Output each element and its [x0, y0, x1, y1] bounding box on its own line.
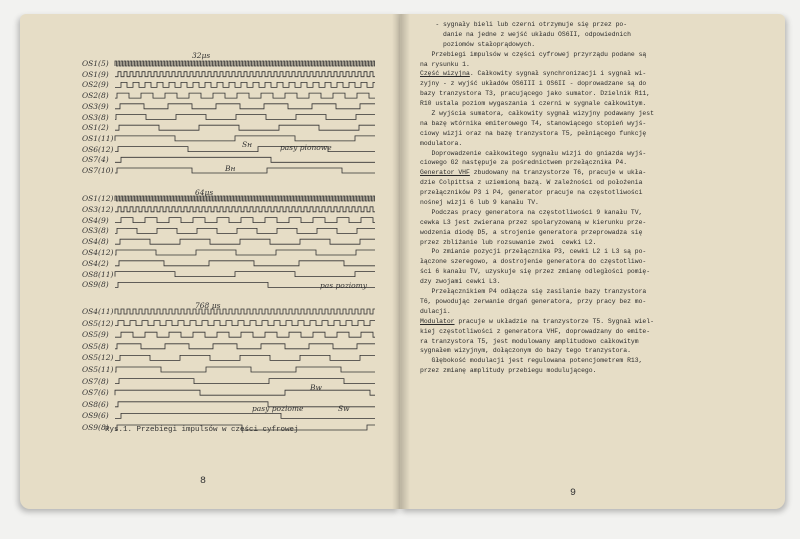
diagram-annotation: 768 μs — [195, 301, 221, 310]
group3-label: OS8(6) — [82, 399, 109, 409]
text-line: Część wizyjna. Całkowity sygnał synchronizacji i sygnał wi- — [420, 70, 647, 78]
text-line: Doprowadzenie całkowitego sygnału wizji do gniazda wyjś- — [420, 149, 647, 157]
waveform — [115, 390, 375, 395]
waveform — [115, 379, 375, 384]
text-line: kiej częstotliwości z generatora VHF, doprowadzany do emite- — [420, 327, 651, 335]
group3-label: OS5(12) — [82, 353, 114, 363]
group2-label: OS4(8) — [82, 237, 109, 247]
group3-label: OS7(6) — [82, 388, 109, 398]
group2-label: OS9(8) — [82, 280, 109, 290]
group1-label: OS1(5) — [82, 59, 109, 68]
text-line: zyjny - z wyjść układów OS6III i OS6II - doprowadzane są do — [420, 80, 647, 88]
text-line: cewka L3 jest zwierana przez spolaryzowaną w kierunku prze- — [420, 218, 647, 226]
diagram-annotation: Bн — [225, 164, 236, 173]
text-line: Podczas pracy generatora na częstotliwości 9 kanału TV, — [420, 208, 643, 216]
group2-label: OS4(12) — [82, 248, 114, 257]
text-line: ciowy wizji oraz na bazę tranzystora T5, pełniącego funkcję — [420, 129, 647, 137]
booklet — [20, 14, 785, 509]
text-line: Po zmianie pozycji przełącznika P3, cewki L2 i L3 są po- — [420, 248, 647, 256]
group3-label: OS9(6) — [82, 411, 109, 421]
group3-label: OS9(8) — [82, 423, 109, 432]
group3-label: OS5(8) — [82, 341, 109, 351]
text-line: ciowego G2 następuje za pośrednictwem przełącznika P4. — [420, 159, 628, 167]
page-number-left: 8 — [200, 476, 207, 487]
waveform — [115, 355, 375, 360]
waveform — [115, 332, 375, 337]
figure-caption: Rys.1. Przebiegi impulsów w części cyfrowej — [105, 426, 299, 434]
timing-diagram — [20, 14, 400, 509]
text-line: dulacji. — [420, 307, 451, 315]
group1-label: OS1(11) — [82, 133, 114, 143]
group3-label: OS5(11) — [82, 365, 114, 374]
waveform — [115, 196, 375, 201]
text-line: wodzenia diodę D5, a strojenie generatora przeprowadza się — [420, 228, 643, 236]
text-line: dzy zwojami cewki L3. — [420, 278, 501, 286]
page-number-right: 9 — [570, 488, 577, 499]
group1-label: OS6(12) — [82, 144, 114, 154]
waveform — [115, 250, 375, 255]
text-line: ra tranzystora T5, jest modulowany amplitudowo całkowitym — [420, 337, 639, 345]
text-line: Modulator pracuje w układzie na tranzystorze T5. Sygnał wiel- — [420, 317, 654, 325]
group3-label: OS4(11) — [82, 307, 114, 316]
diagram-annotation: pasy poziome — [252, 404, 304, 413]
text-line: przez zmianę amplitudy przebiegu modulującego. — [420, 367, 597, 375]
group1-label: OS7(4) — [82, 155, 109, 165]
group2-label: OS8(11) — [82, 269, 114, 279]
group1-label: OS1(9) — [82, 69, 109, 79]
text-line: poziomów stałoprądowych. — [420, 40, 536, 48]
group1-label: OS3(9) — [82, 101, 109, 111]
waveform — [115, 321, 375, 326]
group3-label: OS5(12) — [82, 318, 114, 328]
waveform — [115, 272, 375, 277]
group3-label: OS7(8) — [82, 376, 109, 386]
text-line: na rysunku 1. — [420, 60, 470, 68]
diagram-annotation: pas poziomy — [320, 281, 368, 290]
text-line: dzie Colpittsa z uziemioną bazą. W zależności od położenia — [420, 179, 643, 187]
diagram-annotation: Sw — [338, 404, 350, 413]
diagram-annotation: Sн — [242, 140, 253, 149]
waveform — [115, 93, 375, 98]
diagram-annotation: 32μs — [192, 51, 211, 60]
text-line: nośnej wizji 6 lub 9 kanału TV. — [420, 199, 539, 207]
waveform — [115, 115, 375, 120]
diagram-annotation: pasy pionowe — [280, 143, 332, 152]
waveform — [115, 125, 375, 130]
group2-label: OS3(8) — [82, 226, 109, 236]
text-line: danie na jedne z wejść układu OS6II, odpowiednich — [420, 30, 631, 38]
text-line: bazy tranzystora T3, pracującego jako sumator. Dzielnik R11, — [420, 90, 651, 98]
diagram-annotation: 64μs — [195, 188, 214, 197]
text-line: Głębokość modulacji jest regulowana potencjometrem R13, — [420, 357, 643, 365]
text-line: Z wyjścia sumatora, całkowity sygnał wizyjny podawany jest — [420, 110, 654, 118]
left-page — [20, 14, 400, 509]
waveform — [115, 104, 375, 109]
group1-label: OS2(9) — [82, 80, 109, 90]
waveform — [115, 239, 375, 244]
group1-label: OS3(8) — [82, 112, 109, 122]
text-line: przełączników P3 i P4, generator pracuje na częstotliwości — [420, 189, 643, 197]
text-line: T6, powodując zerwanie drgań generatora, przy pracy bez mo- — [420, 297, 647, 305]
text-line: R10 ustala poziom wygaszania i czerni w sygnale całkowitym. — [420, 100, 647, 108]
group2-label: OS3(12) — [82, 204, 114, 214]
group1-label: OS2(8) — [82, 91, 109, 101]
waveform — [115, 344, 375, 349]
right-page — [400, 14, 785, 509]
group1-label: OS1(2) — [82, 123, 109, 133]
text-line: Generator VHF zbudowany na tranzystorze T6, pracuje w ukła- — [420, 169, 647, 177]
group3-label: OS5(9) — [82, 330, 109, 340]
waveform — [115, 402, 375, 407]
group2-label: OS4(2) — [82, 258, 109, 268]
group1-label: OS7(10) — [82, 166, 114, 175]
waveform — [115, 157, 375, 162]
text-line: Przełącznikiem P4 odłącza się zasilanie bazy tranzystora — [420, 288, 647, 296]
waveform — [115, 168, 375, 173]
waveform — [115, 261, 375, 266]
waveform — [115, 228, 375, 233]
waveform — [115, 82, 375, 87]
text-line: ści 6 kanału TV, uzyskuje się przez zmianę odległości pomię- — [420, 268, 651, 276]
text-line: przez zbliżanie lub rozsuwanie zwoi cewki L2. — [420, 238, 597, 246]
text-line: Przebiegi impulsów w części cyfrowej przyrządu podane są — [420, 50, 647, 58]
text-line: - sygnały bieli lub czerni otrzymuje się przez po- — [420, 21, 628, 28]
text-line: łączone szeregowo, a dostrojenie generatora do częstotliwo- — [420, 258, 647, 266]
text-line: na bazę wtórnika emiterowego T4, stanowiącego stopień wyjś- — [420, 119, 647, 127]
text-line: sygnałem wizyjnym, dołączonym do bazy tego tranzystora. — [420, 347, 631, 355]
waveform — [115, 309, 375, 314]
waveform — [115, 367, 375, 372]
waveform — [115, 413, 375, 418]
body-text — [420, 20, 770, 376]
waveform — [115, 207, 375, 212]
text-line: modulatora. — [420, 139, 463, 147]
waveform — [115, 218, 375, 223]
diagram-annotation: Bw — [310, 383, 322, 392]
waveform — [115, 72, 375, 77]
group2-label: OS4(9) — [82, 215, 109, 225]
book-spine — [392, 14, 410, 509]
group2-label: OS1(12) — [82, 194, 114, 203]
waveform — [115, 61, 375, 66]
